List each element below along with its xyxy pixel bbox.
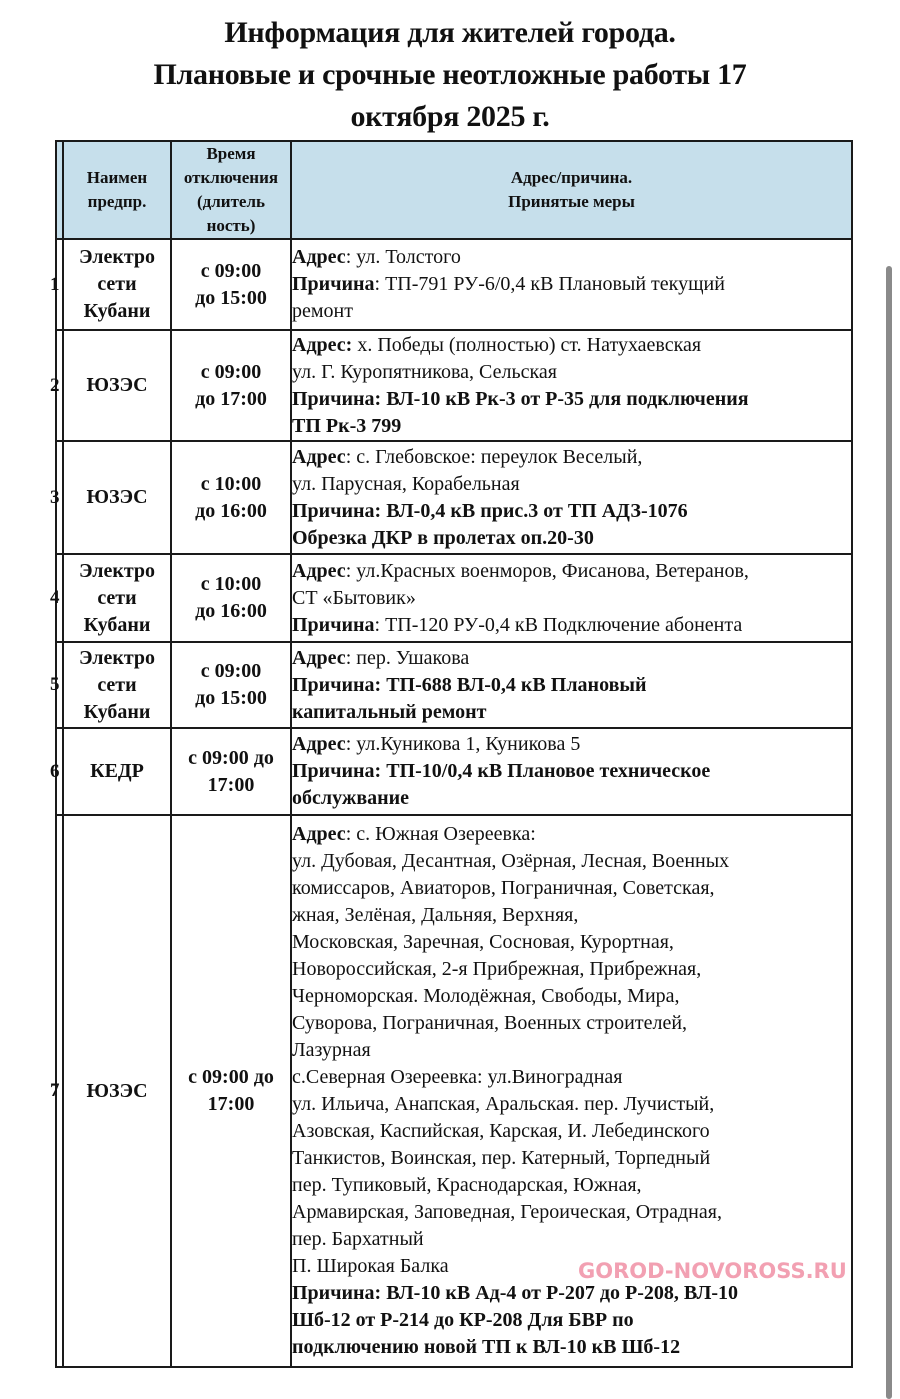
address-label: Адрес [292,559,346,582]
row-number-text: 7 [50,1080,60,1101]
address-label: Адрес [292,445,346,468]
company-name [63,330,171,441]
outage-time-line: 17:00 [207,1093,255,1115]
address-line [292,1199,851,1226]
address-reason [291,330,852,441]
company-name-line: КЕДР [90,760,144,782]
address-text: Армавирская, Заповедная, Героическая, Отрадная, [292,1201,722,1223]
outage-time [171,239,291,330]
table-row [56,642,852,728]
company-name [63,642,171,728]
address-line [292,1064,851,1091]
row-number [50,441,63,554]
reason-label: Причина [292,273,375,295]
company-name-line: сети [97,673,137,696]
address-reason [291,441,852,554]
address-text: Черноморская. Молодёжная, Свободы, Мира, [292,985,680,1007]
title-line-2: Плановые и срочные неотложные работы 17 [153,58,747,91]
address-text: : ул.Куникова 1, Куникова 5 [345,733,581,755]
company-name-line: Электро [78,246,156,268]
outage-time [171,441,291,554]
reason-text: обслужвание [292,787,410,809]
reason-line [292,413,851,440]
table-row [56,441,852,554]
outage-time-line: с 10:00 [200,472,262,495]
address-text: СТ «Бытовик» [292,586,416,609]
reason-text: ремонт [292,300,353,322]
address-text: Азовская, Каспийская, Карская, И. Лебединского [292,1120,710,1142]
address-text: х. Победы (полностью) ст. Натухаевская [352,333,702,356]
address-line [292,983,851,1010]
reason-text: : ТП-120 РУ-0,4 кВ Подключение абонента [374,613,743,636]
company-name-line: Электро [78,646,156,669]
address-line [292,875,851,902]
outage-time-line: до 15:00 [195,286,267,309]
table-row [56,815,852,1367]
address-text: ул. Парусная, Корабельная [292,472,520,495]
address-line [292,1118,851,1145]
outage-time-line: с 09:00 [200,660,262,682]
address-label: Адрес [292,733,346,755]
address-line [292,471,851,498]
reason-line [292,271,851,298]
reason-text: Обрезка ДКР в пролетах оп.20-30 [292,526,594,549]
reason-text: ТП-688 ВЛ-0,4 кВ Плановый [381,673,647,696]
address-label: Адрес [292,246,346,268]
company-name [63,728,171,815]
address-line [292,585,851,612]
header-num [56,141,63,239]
address-text: Новороссийская, 2-я Прибрежная, Прибрежная, [292,958,702,980]
title-line-1: Информация для жителей города. [224,16,676,49]
address-reason [291,815,852,1367]
table-row [56,330,852,441]
reason-text: ВЛ-10 кВ Ад-4 от Р-207 до Р-208, ВЛ-10 [381,1282,738,1304]
address-reason [291,239,852,330]
address-reason [291,642,852,728]
address-line [292,1091,851,1118]
row-number [50,239,63,330]
row-number-text: 2 [50,374,60,396]
address-text: : с. Южная Озереевка: [345,823,536,845]
reason-line [292,699,851,726]
reason-line [292,1334,851,1361]
header-name: Наимен предпр. [63,141,171,239]
reason-line [292,785,851,812]
company-name-line: сети [97,273,137,295]
outage-time-line: с 09:00 [200,259,262,282]
header-address: Адрес/причина. Принятые меры [291,141,852,239]
row-number-text: 4 [50,587,60,608]
reason-text: Шб-12 от Р-214 до КР-208 Для БВР по [292,1309,634,1331]
address-text: Московская, Заречная, Сосновая, Курортная, [292,931,674,953]
address-text: : ул. Толстого [345,246,461,268]
outage-time [171,815,291,1367]
address-text: П. Широкая Балка [292,1255,449,1277]
company-name-line: сети [97,586,137,609]
row-number-text: 1 [50,273,60,295]
outage-time [171,728,291,815]
outage-time-line: с 09:00 [200,360,262,383]
reason-line [292,498,851,525]
address-line [292,359,851,386]
row-number [50,554,63,642]
table-row [56,239,852,330]
address-text: : с. Глебовское: переулок Веселый, [345,445,643,468]
address-text: пер. Бархатный [292,1228,424,1250]
reason-line [292,672,851,699]
address-line [292,929,851,956]
address-text: комиссаров, Авиаторов, Пограничная, Советская, [292,877,715,899]
reason-text: капитальный ремонт [292,700,487,723]
reason-label: Причина: [292,673,382,696]
address-label: Адрес [292,823,346,845]
table-header-row [56,141,852,239]
reason-line [292,758,851,785]
outage-table [50,140,853,1368]
outage-time-line: с 09:00 до [188,746,274,769]
row-number [50,642,63,728]
reason-text: : ТП-791 РУ-6/0,4 кВ Плановый текущий [374,273,725,295]
address-text: с.Северная Озереевка: ул.Виноградная [292,1066,623,1088]
address-line [292,1145,851,1172]
address-line [292,902,851,929]
reason-text: ВЛ-0,4 кВ прис.3 от ТП АДЗ-1076 [381,499,688,522]
address-text: пер. Тупиковый, Краснодарская, Южная, [292,1174,642,1196]
scrollbar[interactable] [886,266,892,1399]
address-line [292,956,851,983]
outage-time-line: до 16:00 [195,600,267,622]
reason-line [292,525,851,552]
address-text: Танкистов, Воинская, пер. Катерный, Торпедный [292,1147,711,1169]
address-line [292,848,851,875]
company-name [63,815,171,1367]
row-number [50,728,63,815]
row-number [50,330,63,441]
company-name-line: Кубани [83,700,151,723]
company-name [63,239,171,330]
company-name-line: ЮЗЭС [86,374,148,396]
row-number-text: 3 [50,486,60,508]
address-line [292,645,851,672]
row-number-text: 5 [50,674,60,695]
reason-text: ТП-10/0,4 кВ Плановое техническое [381,760,711,782]
reason-label: Причина: [292,387,382,410]
address-label: Адрес [292,646,346,669]
company-name-line: Кубани [83,613,151,636]
address-label: Адрес: [292,333,353,356]
table-row [56,728,852,815]
reason-line [292,612,851,639]
outage-time [171,642,291,728]
address-text: Суворова, Пограничная, Военных строителей, [292,1012,688,1034]
outage-time [171,330,291,441]
address-text: ул. Ильича, Анапская, Аральская. пер. Лучистый, [292,1093,715,1115]
watermark: GOROD-NOVOROSS.RU [578,1259,847,1283]
page-title [0,12,900,138]
company-name [63,554,171,642]
outage-time-line: 17:00 [207,773,255,796]
address-line [292,1172,851,1199]
address-line [292,1226,851,1253]
header-time: Время отключения (длитель ность) [171,141,291,239]
table-row [56,554,852,642]
address-line [292,1037,851,1064]
address-line [292,731,851,758]
address-line [292,558,851,585]
address-text: жная, Зелёная, Дальняя, Верхняя, [292,904,579,926]
company-name-line: ЮЗЭС [86,486,148,508]
address-line [292,332,851,359]
outage-time-line: до 17:00 [195,387,267,410]
address-line [292,1010,851,1037]
address-line [292,821,851,848]
reason-line [292,298,851,325]
company-name [63,441,171,554]
reason-label: Причина: [292,760,382,782]
address-text: : ул.Красных военморов, Фисанова, Ветеранов, [345,559,749,582]
address-text: : пер. Ушакова [345,646,470,669]
reason-line [292,1307,851,1334]
company-name-line: ЮЗЭС [86,1079,148,1102]
reason-label: Причина [292,613,375,636]
reason-label: Причина: [292,499,382,522]
reason-line [292,1280,851,1307]
reason-text: подключению новой ТП к ВЛ-10 кВ Шб-12 [292,1336,681,1358]
address-reason [291,554,852,642]
reason-line [292,386,851,413]
outage-time-line: до 16:00 [195,499,267,522]
address-reason [291,728,852,815]
company-name-line: Кубани [83,300,151,322]
address-text: ул. Дубовая, Десантная, Озёрная, Лесная, Военных [292,850,730,872]
reason-label: Причина: [292,1282,382,1304]
company-name-line: Электро [78,559,156,582]
title-line-3: октября 2025 г. [350,100,550,133]
outage-time-line: с 09:00 до [188,1066,274,1088]
outage-time-line: до 15:00 [195,687,267,709]
row-number-text: 6 [50,760,60,782]
address-text: ул. Г. Куропятникова, Сельская [292,360,557,383]
row-number [50,815,63,1367]
address-text: Лазурная [292,1039,371,1061]
outage-time-line: с 10:00 [200,573,262,595]
outage-time [171,554,291,642]
reason-text: ВЛ-10 кВ Рк-3 от Р-35 для подключения [381,387,749,410]
address-line [292,244,851,271]
reason-text: ТП Рк-3 799 [292,414,402,437]
address-line [292,444,851,471]
